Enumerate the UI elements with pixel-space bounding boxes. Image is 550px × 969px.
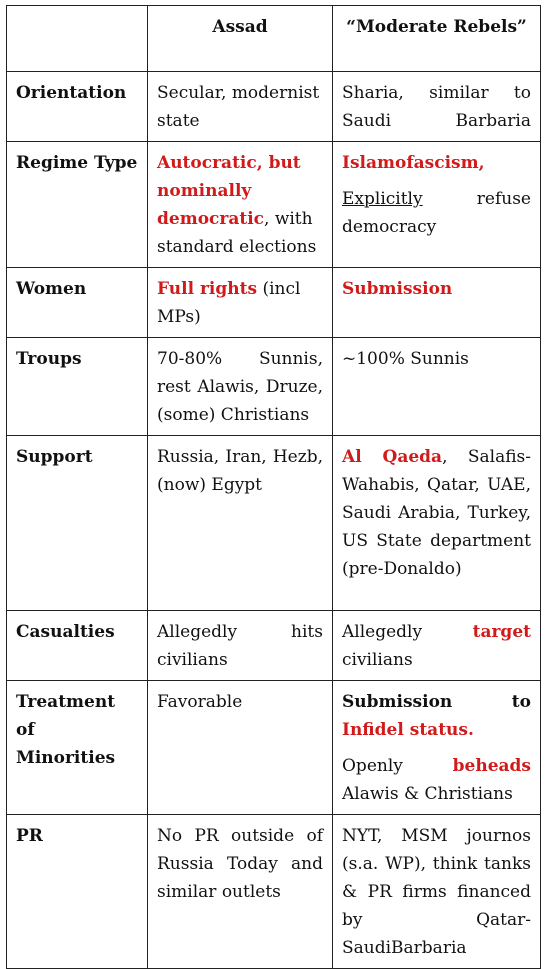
cell-rebels-casualties (333, 611, 541, 681)
row-support (7, 436, 541, 611)
row-label-regime-type: Regime Type (7, 142, 148, 268)
cell-assad-pr: No PR outside of Russia Today and similar outlets (148, 815, 333, 969)
header-empty-cell (7, 6, 148, 72)
row-label-women: Women (7, 268, 148, 338)
rebels-minorities-bold: Submission to (342, 692, 531, 712)
rebels-support-highlight: Al Qaeda (342, 447, 443, 467)
row-pr (7, 815, 541, 969)
rebels-women-highlight: Submission (342, 279, 453, 299)
cell-rebels-women (333, 268, 541, 338)
cell-assad-minorities: Favorable (148, 681, 333, 815)
rebels-support-text: , Salafis-Wahabis, Qatar, UAE, Saudi Arabia, Turkey, US State department (pre-Donaldo) (342, 447, 532, 579)
rebels-regime-rest: refuse democracy (342, 189, 531, 237)
comparison-table (6, 5, 541, 969)
row-label-troups: Troups (7, 338, 148, 436)
rebels-minorities-highlight-2: beheads (452, 756, 531, 776)
header-moderate-rebels: “Moderate Rebels” (333, 6, 541, 72)
rebels-minorities-post: Alawis & Christians (342, 784, 513, 804)
cell-rebels-orientation: Sharia, similar to Saudi Barbaria (333, 72, 541, 142)
cell-rebels-pr: NYT, MSM journos (s.a. WP), think tanks & PR firms financed by Qatar-SaudiBarbaria (333, 815, 541, 969)
cell-assad-regime (148, 142, 333, 268)
cell-rebels-support (333, 436, 541, 611)
row-regime-type (7, 142, 541, 268)
cell-assad-women (148, 268, 333, 338)
cell-assad-support: Russia, Iran, Hezb, (now) Egypt (148, 436, 333, 611)
row-orientation (7, 72, 541, 142)
cell-rebels-regime (333, 142, 541, 268)
assad-women-highlight: Full rights (157, 279, 258, 299)
header-assad: Assad (148, 6, 333, 72)
row-women (7, 268, 541, 338)
rebels-casualties-pre: Allegedly (342, 622, 473, 642)
rebels-minorities-pre: Openly (342, 756, 453, 776)
row-casualties (7, 611, 541, 681)
header-row (7, 6, 541, 72)
rebels-regime-highlight: Islamofascism, (342, 153, 485, 173)
assad-regime-highlight: Autocratic, but nominally democratic (157, 153, 301, 229)
assad-regime-text: , with standard elections (157, 209, 317, 257)
assad-women-text: (incl MPs) (157, 279, 301, 327)
row-label-minorities: Treatment of Minorities (7, 681, 148, 815)
rebels-casualties-highlight: target (472, 622, 531, 642)
row-label-support: Support (7, 436, 148, 611)
cell-assad-casualties: Allegedly hits civilians (148, 611, 333, 681)
cell-rebels-troups: ~100% Sunnis (333, 338, 541, 436)
row-label-casualties: Casualties (7, 611, 148, 681)
row-minorities (7, 681, 541, 815)
cell-assad-troups: 70-80% Sunnis, rest Alawis, Druze, (some) Christians (148, 338, 333, 436)
row-troups (7, 338, 541, 436)
row-label-orientation: Orientation (7, 72, 148, 142)
rebels-regime-text (342, 185, 531, 241)
row-label-pr: PR (7, 815, 148, 969)
rebels-minorities-highlight: Infidel status. (342, 720, 474, 740)
rebels-casualties-post: civilians (342, 650, 413, 670)
cell-assad-orientation: Secular, modernist state (148, 72, 333, 142)
rebels-minorities-text (342, 752, 531, 808)
cell-rebels-minorities (333, 681, 541, 815)
rebels-regime-underlined: Explicitly (342, 189, 423, 209)
